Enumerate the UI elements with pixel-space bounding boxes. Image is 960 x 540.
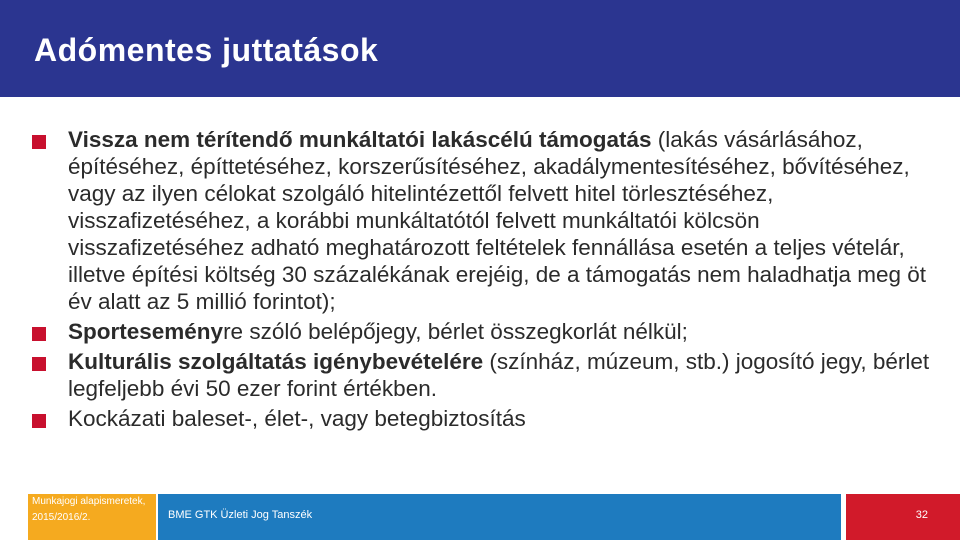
square-bullet-icon bbox=[32, 135, 46, 149]
bullet-text: (színház, múzeum, stb.) jogosító jegy, bérlet legfeljebb évi 50 ezer forint értékben. bbox=[68, 349, 930, 401]
footer-course-label: Munkajogi alapismeretek, 2015/2016/2. bbox=[28, 494, 156, 540]
slide-title: Adómentes juttatások bbox=[34, 32, 379, 68]
footer-page-box bbox=[846, 494, 960, 540]
title-bar bbox=[0, 0, 960, 97]
footer-department bbox=[158, 494, 841, 540]
bullet-bold-text: Kulturális szolgáltatás igénybevételére bbox=[68, 349, 484, 374]
square-bullet-icon bbox=[32, 414, 46, 428]
page-number: 32 bbox=[915, 509, 928, 521]
bullet-item bbox=[30, 126, 935, 315]
square-bullet-icon bbox=[32, 327, 46, 341]
bullet-bold-text: Vissza nem térítendő munkáltatói lakáscélú támogatás bbox=[68, 127, 652, 152]
bullet-bold-text: Sportesemény bbox=[68, 319, 224, 344]
footer-department-label: BME GTK Üzleti Jog Tanszék bbox=[168, 509, 313, 521]
bullet-item bbox=[30, 405, 935, 432]
bullet-item bbox=[30, 348, 935, 402]
bullet-text: re szóló belépőjegy, bérlet összegkorlát nélkül; bbox=[223, 319, 688, 344]
square-bullet-icon bbox=[32, 357, 46, 371]
bullet-text: Kockázati baleset-, élet-, vagy betegbiztosítás bbox=[68, 406, 526, 431]
bullet-list bbox=[30, 126, 935, 435]
bullet-text: (lakás vásárlásához, építéséhez, építtetéséhez, korszerűsítéséhez, akadálymentesítéséhez, bővítéséhez, vagy az ilyen célokat szolgáló hitelintézettől felvett hitel törlesztéséhez, visszafizetéséhez, a korábbi munkáltatótól felvett munkáltatói kölcsön visszafizetéséhez adható meghatározott feltételek fennállása esetén a teljes vételár, illetve építési költség 30 százalékának erejéig, de a támogatás nem haladhatja meg öt év alatt az 5 millió forintot); bbox=[68, 127, 927, 314]
bullet-item bbox=[30, 318, 935, 345]
